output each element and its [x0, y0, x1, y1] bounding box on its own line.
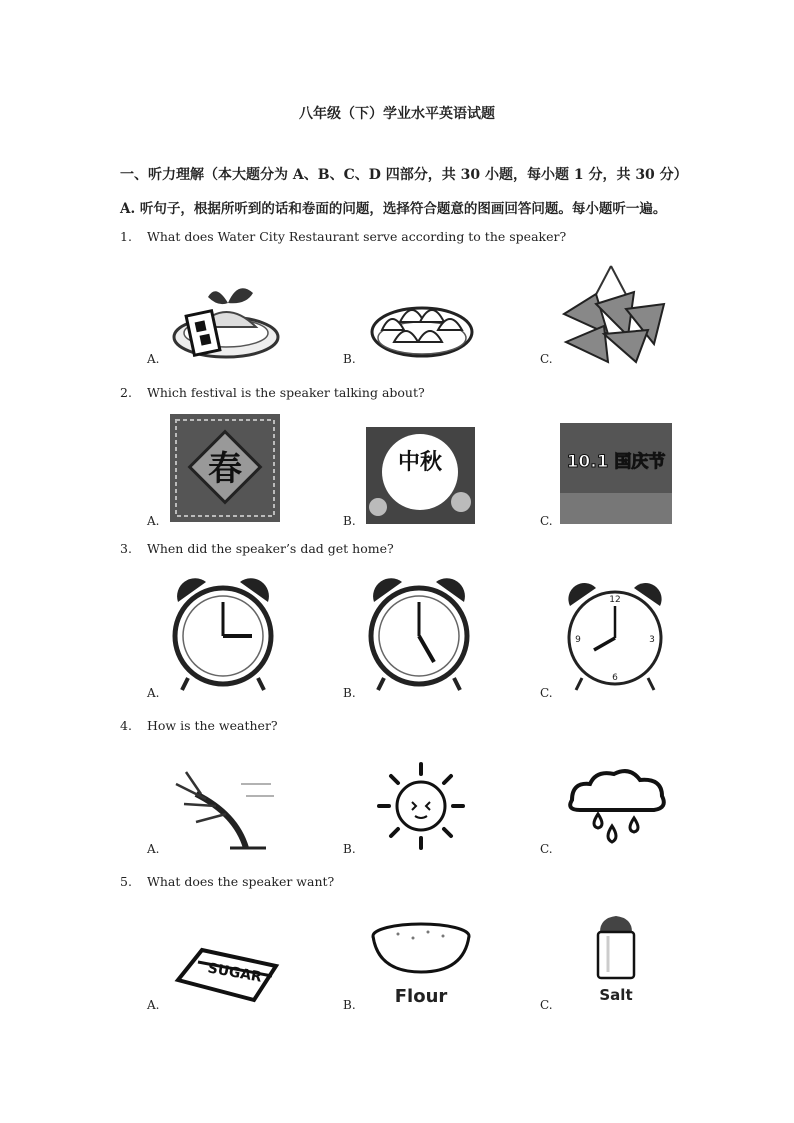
section-instruction: A. 听句子，根据所听到的话和卷面的问题，选择符合题意的图画回答问题。每小题听一遍。 [120, 201, 667, 217]
page-title: 八年级（下）学业水平英语试题 [299, 106, 495, 122]
flour-bowl-icon [368, 914, 474, 1009]
question-number: 2. [120, 385, 132, 400]
national-day-icon [560, 423, 672, 524]
question-text: When did the speaker’s dad get home? [147, 541, 394, 556]
svg-text:9: 9 [575, 635, 581, 645]
option-label[interactable]: B. [343, 686, 356, 700]
option-label[interactable]: A. [147, 842, 160, 856]
mid-autumn-icon [366, 427, 475, 524]
option-label[interactable]: A. [147, 686, 160, 700]
clock-eight-icon [560, 582, 670, 692]
svg-text:3: 3 [649, 635, 655, 645]
option-label[interactable]: C. [540, 514, 553, 528]
option-label[interactable]: C. [540, 686, 553, 700]
spring-char: 春 [208, 449, 242, 489]
rice-cake-icon [168, 275, 283, 365]
option-label[interactable]: B. [343, 998, 356, 1012]
salt-text: Salt [599, 986, 633, 1004]
dumplings-icon [368, 290, 476, 360]
sun-icon [366, 760, 476, 850]
question-text: What does Water City Restaurant serve according to the speaker? [147, 229, 567, 244]
salt-shaker-icon [590, 910, 642, 1006]
flour-text: Flour [394, 986, 448, 1007]
option-label[interactable]: A. [147, 352, 160, 366]
national-day-text: 10.1 国庆节 [566, 452, 666, 472]
question-text: How is the weather? [147, 718, 278, 733]
spring-festival-icon [170, 414, 280, 522]
zongzi-icon [556, 264, 671, 364]
question-text: What does the speaker want? [147, 874, 335, 889]
svg-text:12: 12 [609, 595, 621, 605]
question-text: Which festival is the speaker talking about? [147, 385, 425, 400]
option-label[interactable]: C. [540, 352, 553, 366]
option-label[interactable]: A. [147, 998, 160, 1012]
option-label[interactable]: C. [540, 998, 553, 1012]
svg-text:6: 6 [612, 673, 618, 683]
section-heading: 一、听力理解（本大题分为 A、B、C、D 四部分，共 30 小题，每小题 1 分，共 30 分） [120, 167, 688, 183]
question-number: 4. [120, 718, 132, 733]
rain-cloud-icon [562, 766, 672, 850]
sugar-text: SUGAR [206, 960, 263, 986]
clock-five-icon [364, 574, 474, 692]
windy-tree-icon [166, 764, 276, 850]
question-number: 3. [120, 541, 132, 556]
option-label[interactable]: B. [343, 514, 356, 528]
mid-autumn-text: 中秋 [397, 450, 443, 475]
sugar-bag-icon [172, 944, 280, 1004]
option-label[interactable]: B. [343, 352, 356, 366]
option-label[interactable]: B. [343, 842, 356, 856]
clock-three-icon [168, 574, 278, 692]
option-label[interactable]: A. [147, 514, 160, 528]
question-number: 1. [120, 229, 132, 244]
option-label[interactable]: C. [540, 842, 553, 856]
question-number: 5. [120, 874, 132, 889]
